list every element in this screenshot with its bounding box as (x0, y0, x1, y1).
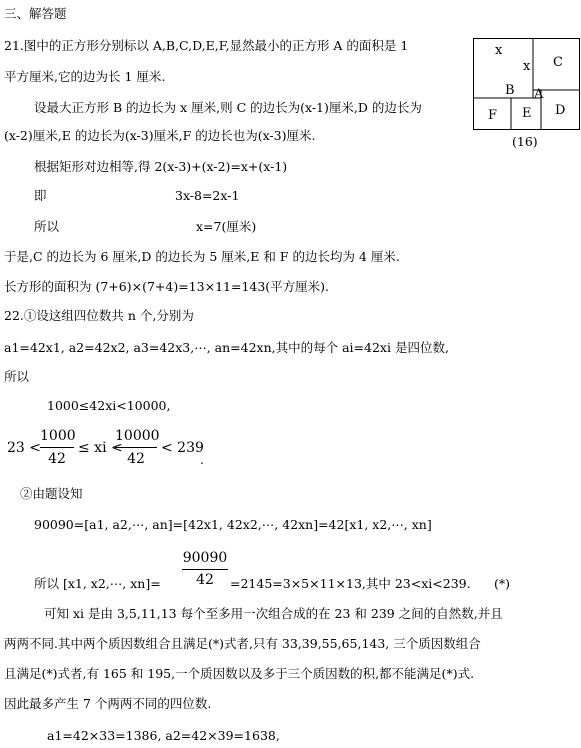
ineq-frac1-denominator: 42 (48, 451, 66, 467)
q22-line3: 所以 (4, 369, 30, 384)
q21-line8: 于是,C 的边长为 6 厘米,D 的边长为 5 厘米,E 和 F 的边长均为 4 厘米. (4, 249, 400, 264)
figure-label-D: D (555, 103, 566, 118)
square-figure (473, 38, 580, 130)
q21-line9: 长方形的面积为 (7+6)×(7+4)=13×11=143(平方厘米). (4, 279, 330, 294)
lcm-frac-bar (182, 569, 228, 570)
ineq-frac2-bar (115, 447, 157, 448)
q22-line5: ②由题设知 (20, 486, 83, 501)
q22-line12: a1=42×33=1386, a2=42×39=1638, (47, 728, 280, 743)
ineq-frac1-bar (40, 447, 74, 448)
ineq-mid: ≤ xi < (78, 440, 123, 456)
lcm-frac-denominator: 42 (196, 572, 214, 588)
q21-line7-eq: x=7(厘米) (196, 219, 257, 234)
figure-label-x-top: x (495, 43, 503, 58)
q21-line7-label: 所以 (34, 219, 60, 234)
figure-label-F: F (488, 108, 498, 123)
q22-line1: 22.①设这组四位数共 n 个,分别为 (4, 308, 194, 323)
figure-label-B: B (505, 83, 515, 98)
q21-line5: 根据矩形对边相等,得 2(x-3)+(x-2)=x+(x-1) (34, 159, 288, 174)
ineq-frac1-numerator: 1000 (40, 428, 76, 444)
figure-caption: (16) (512, 134, 538, 149)
q22-line11: 因此最多产生 7 个两两不同的四位数. (4, 696, 212, 711)
figure-label-A: A (534, 87, 544, 102)
ineq-right: < 239 (161, 440, 204, 456)
ineq-period: . (200, 452, 204, 467)
lcm-frac-numerator: 90090 (182, 550, 228, 566)
figure-label-x-mid: x (523, 59, 531, 74)
q22-line7-result: =2145=3×5×11×13,其中 23<xi<239. (230, 576, 471, 591)
q22-line2: a1=42x1, a2=42x2, a3=42x3,⋯, an=42xn,其中的每个 ai=42xi 是四位数, (4, 340, 449, 355)
q22-line4: 1000≤42xi<10000, (47, 398, 171, 413)
q22-line6: 90090=[a1, a2,⋯, an]=[42x1, 42x2,⋯, 42xn]=42[x1, x2,⋯, xn] (34, 517, 432, 532)
figure-label-C: C (553, 55, 563, 70)
q22-line9: 两两不同.其中两个质因数组合且满足(*)式者,只有 33,39,55,65,143, 三个质因数组合 (4, 636, 481, 651)
ineq-frac2-numerator: 10000 (115, 428, 160, 444)
q22-line8: 可知 xi 是由 3,5,11,13 每个至多用一次组合成的在 23 和 239 之间的自然数,并且 (44, 606, 503, 621)
q21-line6-label: 即 (34, 188, 47, 203)
q21-line1: 21.图中的正方形分别标以 A,B,C,D,E,F,显然最小的正方形 A 的面积是 1 (4, 38, 409, 53)
ineq-frac2-denominator: 42 (127, 451, 145, 467)
q22-line7-label: 所以 [x1, x2,⋯, xn]= (34, 576, 161, 591)
q21-line6-eq: 3x-8=2x-1 (175, 188, 240, 203)
figure-label-E: E (522, 106, 532, 121)
q21-line4: (x-2)厘米,E 的边长为(x-3)厘米,F 的边长也为(x-3)厘米. (4, 128, 316, 143)
q22-line10: 且满足(*)式者,有 165 和 195,一个质因数以及多于三个质因数的积,都不能满足(*)式. (4, 666, 475, 681)
ineq-left: 23 < (7, 440, 41, 456)
q21-line3: 设最大正方形 B 的边长为 x 厘米,则 C 的边长为(x-1)厘米,D 的边长为 (34, 100, 422, 115)
q21-line2: 平方厘米,它的边为长 1 厘米. (4, 69, 166, 84)
q22-line7-mark: (*) (494, 576, 511, 591)
section-title: 三、解答题 (4, 6, 67, 21)
